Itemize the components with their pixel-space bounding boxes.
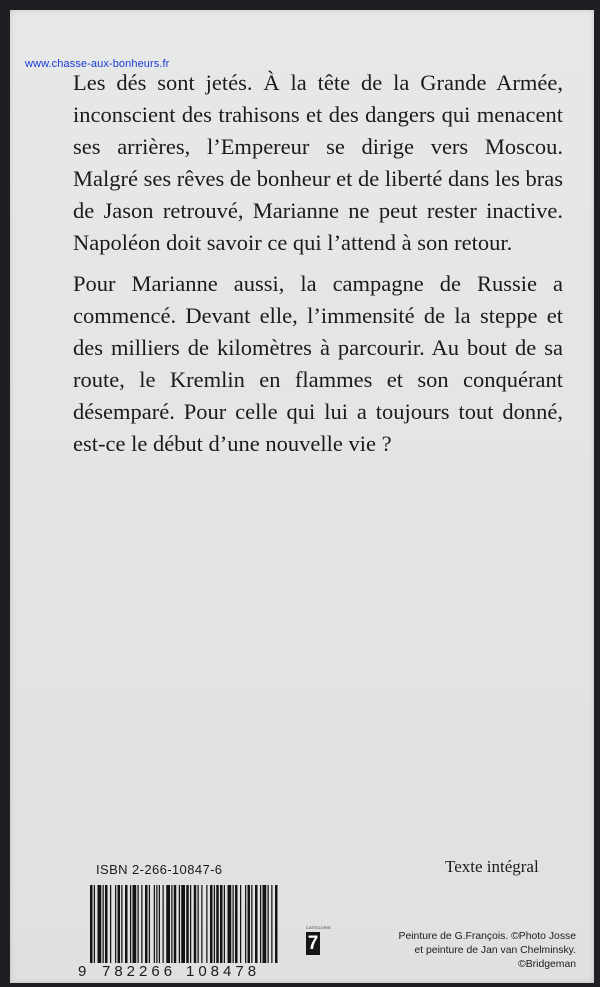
isbn-label: ISBN 2-266-10847-6	[96, 862, 223, 877]
barcode-bar	[233, 885, 234, 963]
barcode-bar	[94, 885, 95, 963]
barcode-bars	[78, 885, 280, 963]
barcode-bar	[174, 885, 177, 963]
blurb-text	[73, 67, 563, 469]
barcode-bar	[115, 885, 116, 963]
barcode-bar	[156, 885, 157, 963]
credits-line-3: ©Bridgeman	[518, 959, 576, 970]
barcode-bar	[121, 885, 122, 963]
barcode-bar	[214, 885, 215, 963]
back-cover	[10, 10, 594, 983]
barcode-bar	[216, 885, 219, 963]
barcode-bar	[268, 885, 269, 963]
credits-line-1: Peinture de G.François. ©Photo Josse	[398, 931, 576, 942]
barcode-bar	[245, 885, 246, 963]
category-badge	[306, 925, 332, 955]
barcode-bar	[228, 885, 232, 963]
barcode-bar	[260, 885, 261, 963]
barcode-bar	[133, 885, 137, 963]
barcode-bar	[181, 885, 185, 963]
barcode-bar	[210, 885, 213, 963]
barcode-bar	[163, 885, 164, 963]
barcode-bar	[201, 885, 202, 963]
barcode-digits-right: 108478	[186, 963, 261, 980]
edition-note: Texte intégral	[445, 857, 539, 876]
credits-line-2: et peinture de Jan van Chelminsky.	[414, 945, 576, 956]
barcode-bar	[130, 885, 131, 963]
barcode-bar	[248, 885, 251, 963]
barcode-bar	[141, 885, 142, 963]
barcode-bar	[125, 885, 128, 963]
barcode-bar	[98, 885, 102, 963]
barcode-bar	[190, 885, 191, 963]
barcode-bar	[255, 885, 258, 963]
barcode-bar	[166, 885, 170, 963]
category-number: 7	[307, 933, 319, 954]
barcode-bar	[149, 885, 150, 963]
blurb-paragraph-2: Pour Marianne aussi, la campagne de Russie a commencé. Devant elle, l’immensité de la steppe et des milliers de kilomètres à parcourir. Au bout de sa route, le Kremlin en flammes et son conquérant désemparé. Pour celle qui lui a toujours tout donné, est-ce le début d’une nouvelle vie ?	[73, 271, 563, 456]
barcode-bar	[159, 885, 160, 963]
barcode-bar	[194, 885, 197, 963]
watermark: www.chasse-aux-bonheurs.fr	[25, 58, 170, 70]
barcode-bar	[103, 885, 104, 963]
barcode-bar	[271, 885, 272, 963]
barcode-bar	[224, 885, 225, 963]
barcode-bar	[235, 885, 238, 963]
barcode-bar	[138, 885, 139, 963]
barcode-bar	[220, 885, 223, 963]
barcode-bar	[171, 885, 172, 963]
barcode-bar	[206, 885, 207, 963]
barcode-bar	[263, 885, 267, 963]
barcode-digits-left: 782266	[102, 963, 177, 980]
barcode-bar	[154, 885, 155, 963]
barcode-bar	[90, 885, 93, 963]
image-credits	[380, 930, 576, 972]
barcode	[78, 885, 280, 985]
barcode-bar	[105, 885, 108, 963]
barcode-bar	[275, 885, 278, 963]
barcode-bar	[179, 885, 180, 963]
barcode-bar	[110, 885, 111, 963]
barcode-bar	[186, 885, 189, 963]
barcode-digit-first: 9	[78, 963, 87, 980]
barcode-bar	[240, 885, 241, 963]
blurb-paragraph-1: Les dés sont jetés. À la tête de la Grande Armée, inconscient des trahisons et des dangers qui menacent ses arrières, l’Empereur se dirige vers Moscou. Malgré ses rêves de bonheur et de liberté dans les bras de Jason retrouvé, Marianne ne peut rester inactive. Napoléon doit savoir ce qui l’attend à son retour.	[73, 70, 563, 255]
barcode-bar	[118, 885, 121, 963]
barcode-bar	[145, 885, 148, 963]
category-label: CATÉGORIE	[306, 925, 332, 930]
barcode-bar	[198, 885, 199, 963]
barcode-bar	[251, 885, 252, 963]
